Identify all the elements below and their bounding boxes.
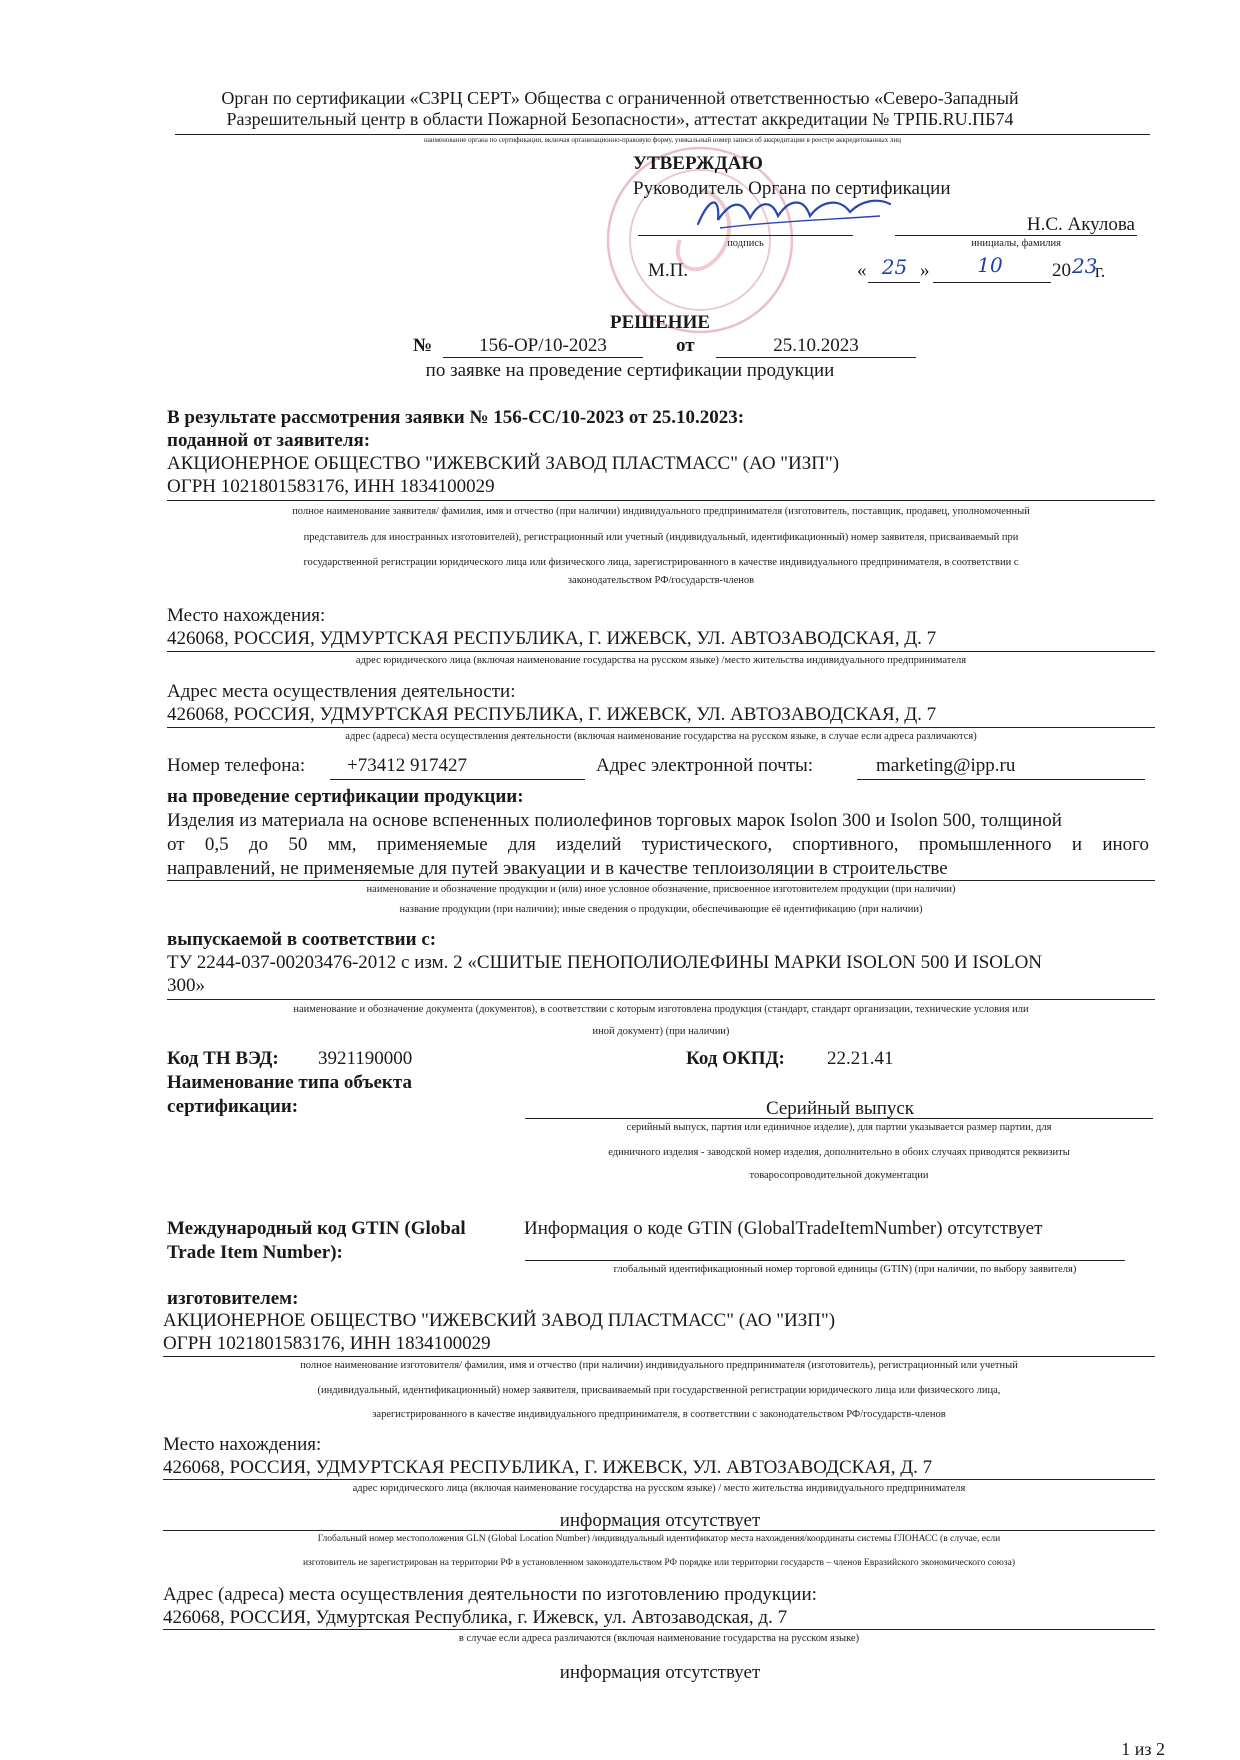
standard-line-1: ТУ 2244-037-00203476-2012 с изм. 2 «СШИТЫЕ ПЕНОПОЛИОЛЕФИНЫ МАРКИ ISOLON 500 И ISOLON xyxy=(167,952,1043,973)
applicant-caption-4: законодательством РФ/государств-членов xyxy=(567,575,755,586)
production-value: 426068, РОССИЯ, Удмуртская Республика, г. Ижевск, ул. Автозаводская, д. 7 xyxy=(163,1607,788,1628)
date-close-quote: » xyxy=(920,260,930,281)
header-line-1: Орган по сертификации «СЗРЦ СЕРТ» Общества с ограниченной ответственностью «Северо-Западный xyxy=(221,88,1019,108)
gtin-line xyxy=(525,1260,1125,1261)
date-open-quote: « xyxy=(857,260,867,281)
gtin-label-1: Международный код GTIN (Global xyxy=(167,1218,466,1239)
name-line xyxy=(895,235,1137,236)
date-suffix: г. xyxy=(1095,261,1106,282)
standard-label: выпускаемой в соответствии с: xyxy=(167,929,437,950)
phone-label: Номер телефона: xyxy=(167,755,306,776)
location-label: Место нахождения: xyxy=(167,605,326,626)
okpd-value: 22.21.41 xyxy=(827,1048,894,1069)
gln-caption-2: изготовитель не зарегистрирован на территории РФ в установленном законодательством РФ порядке или территории государств – членов Евразийского экономического союза) xyxy=(302,1558,1016,1568)
name-caption: инициалы, фамилия xyxy=(971,238,1061,249)
applicant-caption-2: представитель для иностранных изготовителей), регистрационный или учетный (индивидуальный, идентификационный) номер заявителя, присваиваемый при xyxy=(303,532,1019,543)
phone-line xyxy=(330,779,585,780)
gtin-label-2: Trade Item Number): xyxy=(167,1242,343,1263)
application-line-2: поданной от заявителя: xyxy=(167,430,371,451)
type-label-2: сертификации: xyxy=(167,1096,299,1117)
mp-label: М.П. xyxy=(648,260,689,281)
manufacturer-location-value: 426068, РОССИЯ, УДМУРТСКАЯ РЕСПУБЛИКА, Г. ИЖЕВСК, УЛ. АВТОЗАВОДСКАЯ, Д. 7 xyxy=(163,1457,933,1478)
tnved-label: Код ТН ВЭД: xyxy=(167,1048,279,1069)
manufacturer-caption-3: зарегистрированного в качестве индивидуального предпринимателя, в соответствии с законодательством РФ/государств-членов xyxy=(372,1409,946,1420)
type-value: Серийный выпуск xyxy=(765,1098,915,1119)
gln-value: информация отсутствует xyxy=(559,1510,761,1531)
header-underline xyxy=(175,134,1150,135)
product-line-2: от 0,5 до 50 мм, применяемые для изделий туристического, спортивного, промышленного и иного xyxy=(167,834,1149,855)
applicant-name: АКЦИОНЕРНОЕ ОБЩЕСТВО "ИЖЕВСКИЙ ЗАВОД ПЛАСТМАСС" (АО "ИЗП") xyxy=(167,453,840,474)
type-caption-1: серийный выпуск, партия или единичное изделие), для партии указывается размер партии, для xyxy=(626,1122,1052,1133)
applicant-caption-1: полное наименование заявителя/ фамилия, имя и отчество (при наличии) индивидуального предпринимателя (изготовитель, поставщик, продавец, уполномоченный xyxy=(292,506,1030,517)
product-line-1: Изделия из материала на основе вспененных полиолефинов торговых марок Isolon 300 и Isolon 500, толщиной xyxy=(167,810,1062,831)
signature-line xyxy=(638,235,853,236)
date-month-line xyxy=(933,282,1051,283)
standard-caption-2: иной документ) (при наличии) xyxy=(592,1026,730,1037)
type-caption-3: товаросопроводительной документации xyxy=(749,1170,929,1181)
date-day: 25 xyxy=(881,255,908,279)
header-line-2: Разрешительный центр в области Пожарной Безопасности», аттестат аккредитации № ТРПБ.RU.ПБ74 xyxy=(226,109,1014,129)
type-label-1: Наименование типа объекта xyxy=(167,1072,412,1093)
applicant-line xyxy=(167,500,1155,501)
activity-caption: адрес (адреса) места осуществления деятельности (включая наименование государства на русском языке, в случае если адреса различаются) xyxy=(345,731,977,742)
page-number: 1 из 2 xyxy=(1121,1739,1165,1759)
email-label: Адрес электронной почты: xyxy=(596,755,814,776)
product-caption-1: наименование и обозначение продукции и (или) иное условное обозначение, присвоенное изготовителем продукции (при наличии) xyxy=(366,884,956,895)
application-line-1: В результате рассмотрения заявки № 156-СС/10-2023 от 25.10.2023: xyxy=(167,407,745,428)
standard-line xyxy=(167,999,1155,1000)
gln-caption-1: Глобальный номер местоположения GLN (Global Location Number) /индивидуальный идентификатор места нахождения/координаты системы ГЛОНАСС (в случае, если xyxy=(317,1534,1001,1544)
applicant-caption-3: государственной регистрации юридического лица или физического лица, зарегистрированного в качестве индивидуального предпринимателя, в соответствии с xyxy=(303,557,1019,568)
gtin-caption: глобальный идентификационный номер торговой единицы (GTIN) (при наличии, по выбору заявителя) xyxy=(613,1264,1077,1275)
date-day-line xyxy=(868,282,920,283)
gtin-value: Информация о коде GTIN (GlobalTradeItemNumber) отсутствует xyxy=(524,1218,1043,1239)
header-caption: наименование органа по сертификации, включая организационно-правовую форму, уникальный номер записи об аккредитации в реестре аккредитованных лиц xyxy=(424,136,901,144)
manufacturer-location-label: Место нахождения: xyxy=(163,1434,322,1455)
type-caption-2: единичного изделия - заводской номер изделия, дополнительно в обоих случаях приводятся реквизиты xyxy=(608,1147,1070,1158)
decision-subtitle: по заявке на проведение сертификации продукции xyxy=(425,360,835,381)
decision-date: 25.10.2023 xyxy=(773,335,859,356)
decision-date-line xyxy=(716,357,916,358)
decision-number-line xyxy=(443,357,643,358)
signature-icon xyxy=(690,188,900,236)
signature-caption: подпись xyxy=(727,238,764,249)
okpd-label: Код ОКПД: xyxy=(686,1048,785,1069)
email-line xyxy=(857,779,1145,780)
production-label: Адрес (адреса) места осуществления деятельности по изготовлению продукции: xyxy=(163,1584,817,1605)
gln-line xyxy=(163,1530,1155,1531)
location-value: 426068, РОССИЯ, УДМУРТСКАЯ РЕСПУБЛИКА, Г. ИЖЕВСК, УЛ. АВТОЗАВОДСКАЯ, Д. 7 xyxy=(167,628,937,649)
decision-number: 156-ОР/10-2023 xyxy=(479,335,607,356)
approval-subtitle: Руководитель Органа по сертификации xyxy=(633,178,951,199)
date-year-prefix: 20 xyxy=(1052,260,1071,281)
production-line xyxy=(163,1629,1155,1630)
location-caption: адрес юридического лица (включая наименование государства на русском языке) /место жительства индивидуального предпринимателя xyxy=(355,655,967,666)
standard-line-2: 300» xyxy=(167,975,205,996)
standard-caption-1: наименование и обозначение документа (документов), в соответствии с которым изготовлена продукция (стандарт, стандарт организации, технические условия или xyxy=(293,1004,1029,1015)
approver-name: Н.С. Акулова xyxy=(1026,214,1135,235)
product-caption-2: название продукции (при наличии); иные сведения о продукции, обеспечивающие её идентификацию (при наличии) xyxy=(399,904,923,915)
location-line xyxy=(167,651,1155,652)
manufacturer-name: АКЦИОНЕРНОЕ ОБЩЕСТВО "ИЖЕВСКИЙ ЗАВОД ПЛАСТМАСС" (АО "ИЗП") xyxy=(163,1310,836,1331)
activity-label: Адрес места осуществления деятельности: xyxy=(167,681,516,702)
activity-value: 426068, РОССИЯ, УДМУРТСКАЯ РЕСПУБЛИКА, Г. ИЖЕВСК, УЛ. АВТОЗАВОДСКАЯ, Д. 7 xyxy=(167,704,937,725)
tnved-value: 3921190000 xyxy=(318,1048,413,1069)
date-month: 10 xyxy=(977,253,1003,277)
production-extra: информация отсутствует xyxy=(559,1662,761,1683)
decision-no-label: № xyxy=(413,335,433,356)
manufacturer-line xyxy=(163,1356,1155,1357)
email-value: marketing@ipp.ru xyxy=(876,755,1016,776)
product-line-3: направлений, не применяемые для путей эвакуации и в качестве теплоизоляции в строительстве xyxy=(167,858,948,879)
decision-from-label: от xyxy=(676,335,695,356)
manufacturer-label: изготовителем: xyxy=(167,1288,299,1309)
activity-line xyxy=(167,727,1155,728)
production-caption: в случае если адреса различаются (включая наименование государства на русском языке) xyxy=(458,1633,860,1644)
manufacturer-caption-2: (индивидуальный, идентификационный) номер заявителя, присваиваемый при государственной регистрации юридического лица или физического лица, xyxy=(317,1385,1001,1396)
manufacturer-location-line xyxy=(163,1479,1155,1480)
manufacturer-caption-1: полное наименование изготовителя/ фамилия, имя и отчество (при наличии) индивидуального предпринимателя (изготовитель), регистрационный или учетный xyxy=(300,1360,1018,1371)
manufacturer-location-caption: адрес юридического лица (включая наименование государства на русском языке) / место жительства индивидуального предпринимателя xyxy=(352,1483,966,1494)
phone-value: +73412 917427 xyxy=(347,755,467,776)
type-line xyxy=(525,1118,1153,1119)
approval-title: УТВЕРЖДАЮ xyxy=(633,153,763,174)
manufacturer-ids: ОГРН 1021801583176, ИНН 1834100029 xyxy=(163,1333,491,1354)
product-line xyxy=(167,880,1155,881)
decision-title: РЕШЕНИЕ xyxy=(609,312,711,333)
applicant-ids: ОГРН 1021801583176, ИНН 1834100029 xyxy=(167,476,495,497)
date-year-hand: 23 xyxy=(1072,254,1098,278)
product-label: на проведение сертификации продукции: xyxy=(167,786,524,807)
